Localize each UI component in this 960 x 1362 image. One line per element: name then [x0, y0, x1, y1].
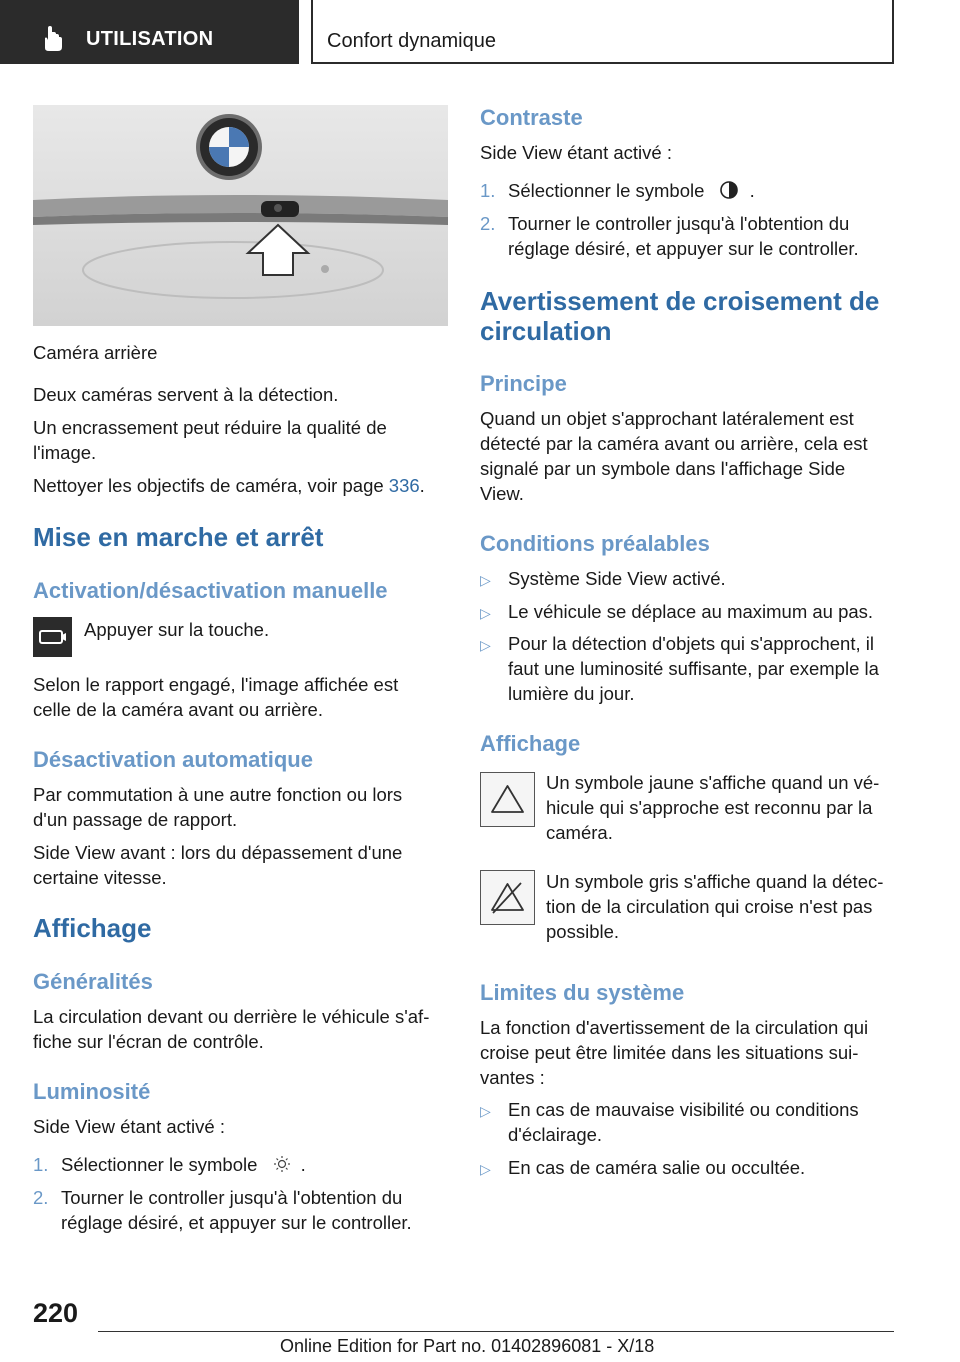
paragraph: Un encrassement peut réduire la qualité de	[33, 417, 387, 438]
list-item-continuation: d'éclairage.	[508, 1124, 603, 1145]
paragraph: La circulation devant ou derrière le véhicule s'af-	[33, 1006, 430, 1027]
chapter-header	[311, 0, 894, 64]
warning-unavailable-symbol-icon	[480, 870, 535, 925]
paragraph: croise peut être limitée dans les situations sui-	[480, 1042, 859, 1063]
heading-affichage: Affichage	[33, 913, 152, 943]
heading-contraste: Contraste	[480, 105, 583, 130]
edition-note: Online Edition for Part no. 01402896081 - X/18	[280, 1336, 655, 1356]
bullet-icon: ▷	[480, 637, 491, 653]
paragraph: vantes :	[480, 1067, 545, 1088]
heading-luminosite: Luminosité	[33, 1079, 151, 1104]
heading-limites: Limites du système	[480, 980, 685, 1005]
paragraph: Side View étant activé :	[480, 142, 672, 163]
section-tab	[0, 0, 299, 64]
list-item: ▷ Pour la détection d'objets qui s'approchent, il	[480, 631, 874, 658]
paragraph: caméra.	[546, 822, 613, 843]
heading-principe: Principe	[480, 371, 567, 396]
paragraph: fiche sur l'écran de contrôle.	[33, 1031, 264, 1052]
warning-yellow-symbol-icon	[480, 772, 535, 827]
footer-divider	[98, 1331, 894, 1332]
paragraph: tion de la circulation qui croise n'est pas	[546, 896, 873, 917]
paragraph: détecté par la caméra avant ou arrière, cela est	[480, 433, 868, 454]
list-item: ▷ Le véhicule se déplace au maximum au pas.	[480, 599, 873, 626]
bullet-icon: ▷	[480, 1103, 491, 1119]
heading-affichage-warning: Affichage	[480, 731, 581, 756]
paragraph: hicule qui s'approche est reconnu par la	[546, 797, 873, 818]
list-item: 2. Tourner le controller jusqu'à l'obtention du	[33, 1187, 403, 1208]
paragraph: l'image.	[33, 442, 97, 463]
paragraph: Appuyer sur la touche.	[84, 619, 270, 640]
list-item: 1. Sélectionner le symbole .	[33, 1154, 306, 1175]
heading-avertissement: Avertissement de croisement de	[480, 286, 880, 316]
heading-desactivation: Désactivation automatique	[33, 747, 313, 772]
list-item: ▷ Système Side View activé.	[480, 566, 726, 593]
list-item-continuation: lumière du jour.	[508, 683, 635, 704]
section-title: UTILISATION	[86, 28, 214, 50]
page-link[interactable]: 336	[388, 475, 420, 496]
heading-mise-en-marche: Mise en marche et arrêt	[33, 522, 324, 552]
bullet-icon: ▷	[480, 605, 491, 621]
list-item: 2. Tourner le controller jusqu'à l'obtention du	[480, 213, 850, 234]
list-item-continuation: faut une luminosité suffisante, par exemple la	[508, 658, 879, 679]
paragraph-page-ref: Nettoyer les objectifs de caméra, voir page 336.	[33, 475, 425, 496]
rear-camera-illustration	[33, 105, 448, 326]
paragraph: Un symbole jaune s'affiche quand un vé-	[546, 772, 880, 793]
paragraph: possible.	[546, 921, 620, 942]
heading-conditions: Conditions préalables	[480, 531, 710, 556]
paragraph: Deux caméras servent à la détection.	[33, 384, 339, 405]
paragraph: signalé par un symbole dans l'affichage Side	[480, 458, 846, 479]
brightness-icon	[269, 1155, 295, 1173]
list-item: ▷ En cas de mauvaise visibilité ou conditions	[480, 1097, 859, 1124]
bullet-icon: ▷	[480, 1161, 491, 1177]
heading-activation: Activation/désactivation manuelle	[33, 578, 388, 603]
contrast-icon	[714, 180, 744, 200]
heading-generalites: Généralités	[33, 969, 153, 994]
list-item: ▷ En cas de caméra salie ou occultée.	[480, 1155, 805, 1182]
paragraph: La fonction d'avertissement de la circulation qui	[480, 1017, 869, 1038]
page-number: 220	[33, 1298, 79, 1328]
photo-caption: Caméra arrière	[33, 342, 158, 363]
paragraph: celle de la caméra avant ou arrière.	[33, 699, 323, 720]
camera-button-icon	[33, 617, 72, 657]
heading-avertissement-continuation: circulation	[480, 316, 612, 346]
rear-camera-photo	[33, 105, 448, 326]
bullet-icon: ▷	[480, 572, 491, 588]
list-item-continuation: réglage désiré, et appuyer sur le controller.	[61, 1212, 412, 1233]
paragraph: certaine vitesse.	[33, 867, 167, 888]
paragraph: Quand un objet s'approchant latéralement est	[480, 408, 854, 429]
list-item-continuation: réglage désiré, et appuyer sur le controller.	[508, 238, 859, 259]
paragraph: View.	[480, 483, 524, 504]
hand-pointer-icon	[40, 26, 66, 52]
chapter-title: Confort dynamique	[327, 30, 496, 52]
paragraph: Un symbole gris s'affiche quand la détec-	[546, 871, 884, 892]
paragraph: Side View avant : lors du dépassement d'une	[33, 842, 403, 863]
paragraph: Par commutation à une autre fonction ou lors	[33, 784, 403, 805]
paragraph: Side View étant activé :	[33, 1116, 225, 1137]
paragraph: Selon le rapport engagé, l'image affichée est	[33, 674, 399, 695]
list-item: 1. Sélectionner le symbole .	[480, 180, 755, 201]
paragraph: d'un passage de rapport.	[33, 809, 238, 830]
